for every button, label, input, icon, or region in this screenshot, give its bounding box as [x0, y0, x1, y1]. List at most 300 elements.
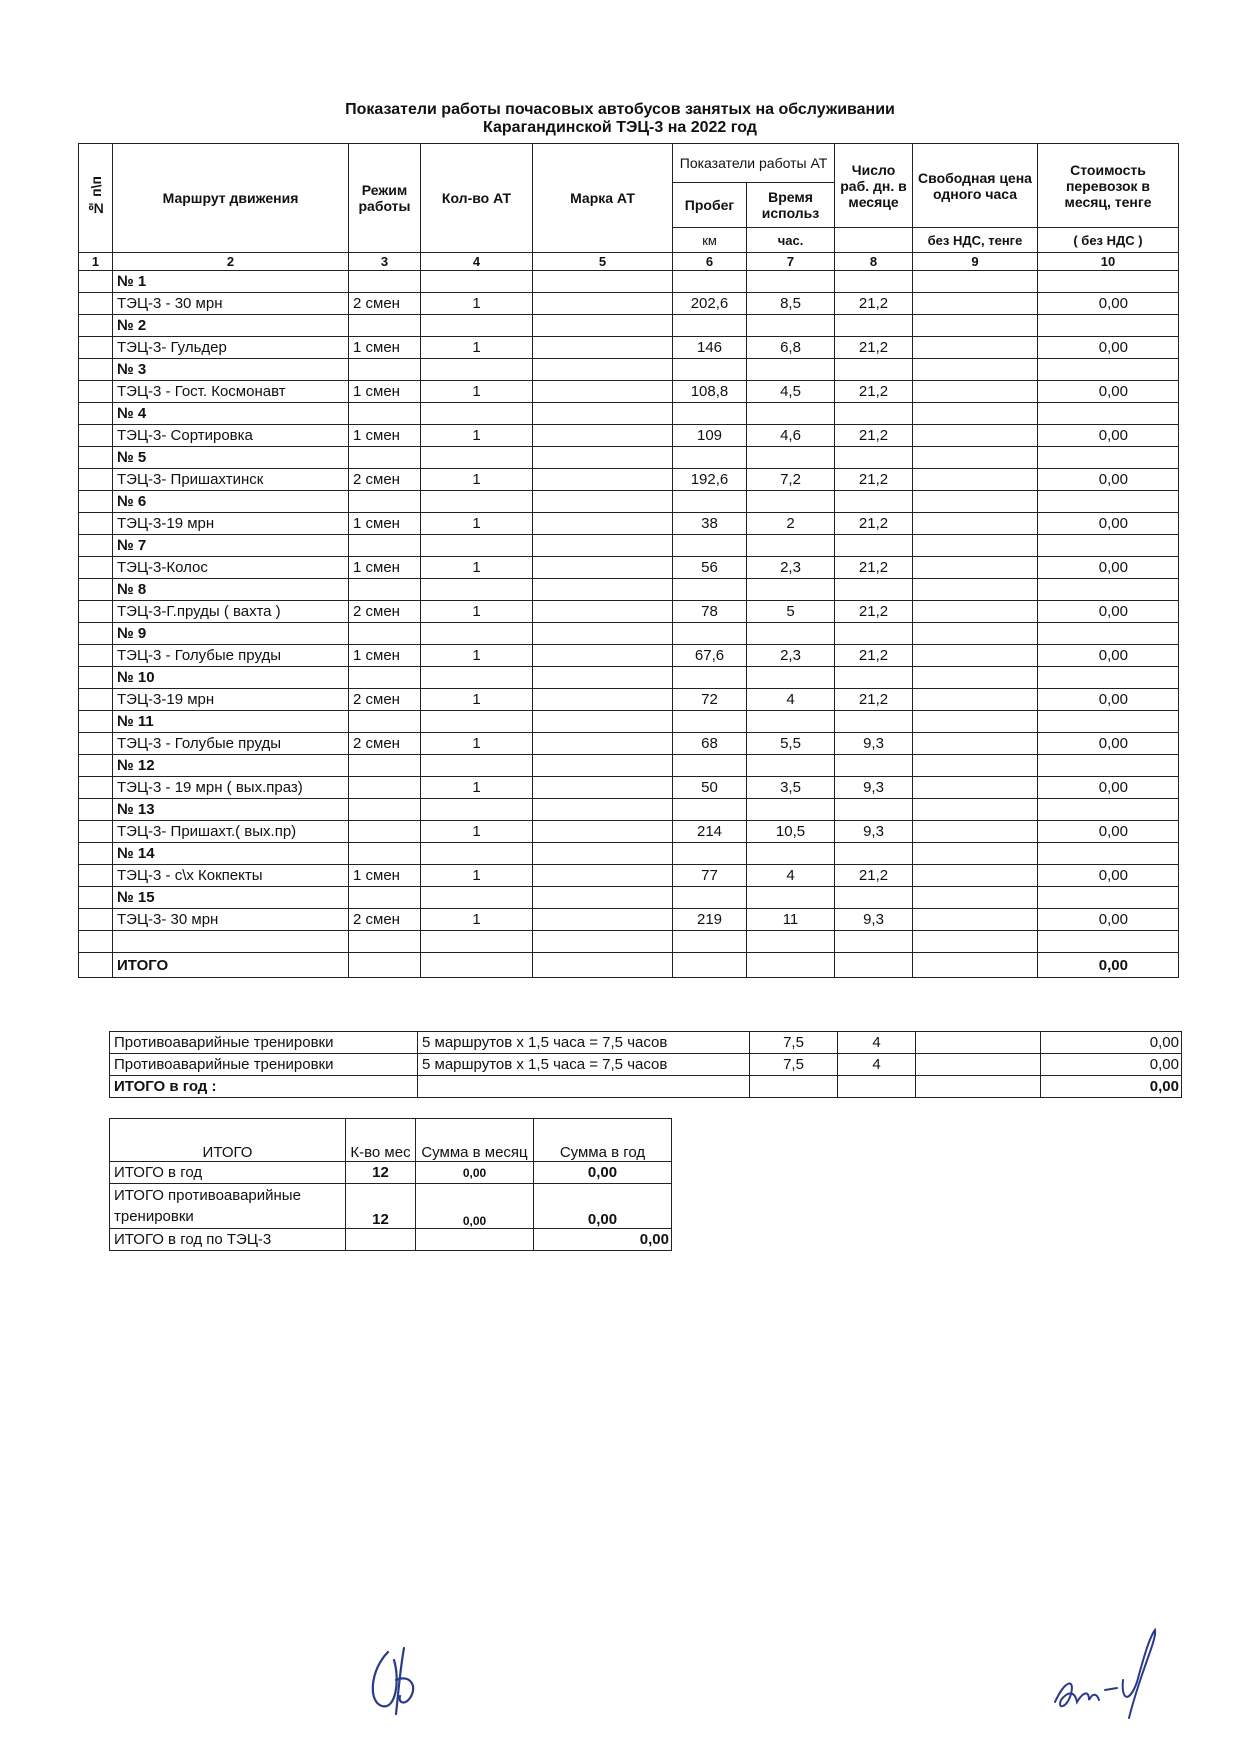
route-hours: 2,3	[747, 557, 835, 579]
cell-empty	[421, 887, 533, 909]
route-rows	[79, 271, 1179, 931]
route-mode: 1 смен	[349, 645, 421, 667]
cell-empty	[533, 623, 673, 645]
cell-empty	[421, 755, 533, 777]
route-count: 1	[421, 293, 533, 315]
route-mode: 2 смен	[349, 469, 421, 491]
cell-empty	[913, 843, 1038, 865]
route-km: 78	[673, 601, 747, 623]
route-days: 21,2	[835, 425, 913, 447]
cell-empty	[79, 315, 113, 337]
drill-desc: 5 маршрутов х 1,5 часа = 7,5 часов	[418, 1054, 750, 1076]
cell-empty	[673, 711, 747, 733]
route-days: 21,2	[835, 293, 913, 315]
route-hours: 4	[747, 865, 835, 887]
summary-head-month-sum: Сумма в месяц	[416, 1119, 534, 1162]
cell-empty	[747, 359, 835, 381]
route-number: № 10	[113, 667, 349, 689]
route-days: 21,2	[835, 557, 913, 579]
route-cost: 0,00	[1038, 821, 1179, 843]
route-name: ТЭЦ-3- Пришахт.( вых.пр)	[113, 821, 349, 843]
cell-empty	[533, 271, 673, 293]
route-days: 9,3	[835, 909, 913, 931]
cell-empty	[835, 623, 913, 645]
cell-empty	[349, 755, 421, 777]
cell-empty	[913, 667, 1038, 689]
route-hours: 3,5	[747, 777, 835, 799]
cell-empty	[1038, 667, 1179, 689]
drill-cost: 0,00	[1041, 1032, 1182, 1054]
summary-row-year-sum: 0,00	[534, 1184, 672, 1229]
route-name: ТЭЦ-3 - Гост. Космонавт	[113, 381, 349, 403]
route-days: 21,2	[835, 601, 913, 623]
route-hours: 2	[747, 513, 835, 535]
route-name: ТЭЦ-3 - Голубые пруды	[113, 733, 349, 755]
col-number: 10	[1038, 253, 1179, 271]
cell-empty	[1038, 623, 1179, 645]
route-price	[913, 689, 1038, 711]
cell-empty	[533, 403, 673, 425]
route-count: 1	[421, 337, 533, 359]
route-row	[79, 601, 1179, 623]
cell-empty	[747, 579, 835, 601]
col-header-cost: Стоимость перевозок в месяц, тенге	[1038, 144, 1179, 228]
route-km: 219	[673, 909, 747, 931]
route-name: ТЭЦ-3- Гульдер	[113, 337, 349, 359]
cell-empty	[835, 447, 913, 469]
route-cost: 0,00	[1038, 733, 1179, 755]
summary-row	[110, 1184, 672, 1229]
route-km: 68	[673, 733, 747, 755]
cell-empty	[1038, 887, 1179, 909]
cell-empty	[913, 447, 1038, 469]
col-number: 8	[835, 253, 913, 271]
col-header-count: Кол-во АТ	[421, 144, 533, 253]
cell-empty	[79, 689, 113, 711]
route-price	[913, 777, 1038, 799]
route-hours: 4	[747, 689, 835, 711]
drill-cost: 0,00	[1041, 1054, 1182, 1076]
cell-empty	[835, 315, 913, 337]
route-number: № 5	[113, 447, 349, 469]
route-cost: 0,00	[1038, 777, 1179, 799]
route-cost: 0,00	[1038, 865, 1179, 887]
cell-empty	[79, 843, 113, 865]
cell-empty	[835, 667, 913, 689]
cell-empty	[673, 843, 747, 865]
route-name: ТЭЦ-3 - Голубые пруды	[113, 645, 349, 667]
cell-empty	[79, 865, 113, 887]
cell-empty	[747, 535, 835, 557]
route-row	[79, 381, 1179, 403]
route-number: № 11	[113, 711, 349, 733]
cell-empty	[1038, 579, 1179, 601]
route-cost: 0,00	[1038, 689, 1179, 711]
cell-empty	[349, 447, 421, 469]
route-row	[79, 337, 1179, 359]
route-km: 214	[673, 821, 747, 843]
route-number: № 15	[113, 887, 349, 909]
cell-empty	[79, 337, 113, 359]
cell-empty	[913, 623, 1038, 645]
cell-empty	[673, 403, 747, 425]
route-number: № 7	[113, 535, 349, 557]
summary-final-value: 0,00	[534, 1229, 672, 1251]
signature-right	[1045, 1620, 1175, 1720]
cell-empty	[79, 359, 113, 381]
cell-empty	[747, 315, 835, 337]
summary-row	[110, 1162, 672, 1184]
cell-empty	[747, 711, 835, 733]
route-row	[79, 645, 1179, 667]
cell-empty	[421, 799, 533, 821]
cell-empty	[421, 623, 533, 645]
summary-row-label	[110, 1184, 346, 1229]
cell-empty	[913, 403, 1038, 425]
route-mode: 2 смен	[349, 601, 421, 623]
route-cost: 0,00	[1038, 293, 1179, 315]
route-name: ТЭЦ-3- Сортировка	[113, 425, 349, 447]
summary-row-months: 12	[346, 1162, 416, 1184]
route-km: 50	[673, 777, 747, 799]
summary-row-label-line1: ИТОГО противоаварийные	[114, 1187, 301, 1204]
route-price	[913, 865, 1038, 887]
route-price	[913, 821, 1038, 843]
cell-empty	[79, 733, 113, 755]
route-count: 1	[421, 557, 533, 579]
route-brand	[533, 689, 673, 711]
route-price	[913, 293, 1038, 315]
route-km: 109	[673, 425, 747, 447]
route-mode: 1 смен	[349, 513, 421, 535]
route-days: 21,2	[835, 381, 913, 403]
cell-empty	[835, 535, 913, 557]
cell-empty	[421, 447, 533, 469]
cell-empty	[349, 403, 421, 425]
route-number-row	[79, 271, 1179, 293]
cell-empty	[673, 491, 747, 513]
cell-empty	[349, 579, 421, 601]
cell-empty	[79, 403, 113, 425]
route-name: ТЭЦ-3 - с\х Кокпекты	[113, 865, 349, 887]
cell-empty	[533, 887, 673, 909]
route-days: 9,3	[835, 821, 913, 843]
col-unit-cost: ( без НДС )	[1038, 228, 1179, 253]
cell-empty	[533, 359, 673, 381]
year-total-cost: 0,00	[1041, 1076, 1182, 1098]
route-number: № 6	[113, 491, 349, 513]
route-price	[913, 557, 1038, 579]
route-mode: 1 смен	[349, 425, 421, 447]
col-header-num: № п\п	[79, 144, 113, 253]
drill-hours: 7,5	[750, 1054, 838, 1076]
cell-empty	[421, 491, 533, 513]
cell-empty	[349, 711, 421, 733]
drill-label: Противоаварийные тренировки	[110, 1054, 418, 1076]
route-number-row	[79, 403, 1179, 425]
route-km: 146	[673, 337, 747, 359]
summary-head-year-sum: Сумма в год	[534, 1119, 672, 1162]
cell-empty	[673, 667, 747, 689]
route-row	[79, 821, 1179, 843]
route-cost: 0,00	[1038, 557, 1179, 579]
cell-empty	[835, 799, 913, 821]
main-table	[78, 143, 1179, 978]
cell-empty	[1038, 403, 1179, 425]
route-number-row	[79, 623, 1179, 645]
summary-row-months: 12	[346, 1184, 416, 1229]
route-km: 108,8	[673, 381, 747, 403]
cell-empty	[747, 447, 835, 469]
route-number-row	[79, 491, 1179, 513]
route-price	[913, 425, 1038, 447]
cell-empty	[349, 799, 421, 821]
cell-empty	[835, 887, 913, 909]
route-count: 1	[421, 777, 533, 799]
route-row	[79, 865, 1179, 887]
cell-empty	[835, 271, 913, 293]
cell-empty	[913, 535, 1038, 557]
route-name: ТЭЦ-3-Колос	[113, 557, 349, 579]
cell-empty	[673, 799, 747, 821]
cell-empty	[1038, 271, 1179, 293]
route-hours: 6,8	[747, 337, 835, 359]
col-unit-days	[835, 228, 913, 253]
total-row	[79, 953, 1179, 978]
cell-empty	[421, 403, 533, 425]
route-km: 72	[673, 689, 747, 711]
cell-empty	[79, 755, 113, 777]
cell-empty	[79, 909, 113, 931]
cell-empty	[533, 667, 673, 689]
col-number: 4	[421, 253, 533, 271]
cell-empty	[79, 601, 113, 623]
route-days: 9,3	[835, 777, 913, 799]
cell-empty	[913, 359, 1038, 381]
cell-empty	[533, 843, 673, 865]
col-header-time: Время использ	[747, 183, 835, 228]
route-brand	[533, 293, 673, 315]
route-km: 38	[673, 513, 747, 535]
cell-empty	[835, 843, 913, 865]
route-price	[913, 513, 1038, 535]
summary-table	[109, 1118, 672, 1251]
cell-empty	[673, 755, 747, 777]
route-count: 1	[421, 865, 533, 887]
cell-empty	[1038, 755, 1179, 777]
route-price	[913, 337, 1038, 359]
route-count: 1	[421, 821, 533, 843]
cell-empty	[79, 513, 113, 535]
route-row	[79, 513, 1179, 535]
signature-left	[360, 1640, 430, 1720]
drill-hours: 7,5	[750, 1032, 838, 1054]
route-mode: 1 смен	[349, 337, 421, 359]
cell-empty	[421, 359, 533, 381]
col-header-indicators: Показатели работы АТ	[673, 144, 835, 183]
cell-empty	[673, 359, 747, 381]
route-hours: 4,6	[747, 425, 835, 447]
route-number-row	[79, 447, 1179, 469]
cell-empty	[79, 645, 113, 667]
cell-empty	[747, 403, 835, 425]
cell-empty	[673, 623, 747, 645]
route-row	[79, 557, 1179, 579]
cell-empty	[747, 799, 835, 821]
year-total-row	[110, 1076, 1182, 1098]
summary-final-row	[110, 1229, 672, 1251]
route-row	[79, 909, 1179, 931]
cell-empty	[673, 535, 747, 557]
route-days: 21,2	[835, 645, 913, 667]
cell-empty	[79, 381, 113, 403]
cell-empty	[79, 799, 113, 821]
cell-empty	[79, 271, 113, 293]
cell-empty	[835, 491, 913, 513]
cell-empty	[913, 271, 1038, 293]
spacer-row	[79, 931, 1179, 953]
col-number: 6	[673, 253, 747, 271]
drill-label: Противоаварийные тренировки	[110, 1032, 418, 1054]
route-number-row	[79, 535, 1179, 557]
route-mode: 2 смен	[349, 909, 421, 931]
route-number-row	[79, 887, 1179, 909]
route-brand	[533, 645, 673, 667]
route-brand	[533, 733, 673, 755]
cell-empty	[1038, 315, 1179, 337]
route-mode: 2 смен	[349, 689, 421, 711]
cell-empty	[79, 623, 113, 645]
cell-empty	[913, 799, 1038, 821]
cell-empty	[79, 293, 113, 315]
cell-empty	[673, 447, 747, 469]
cell-empty	[533, 535, 673, 557]
col-number: 1	[79, 253, 113, 271]
cell-empty	[79, 821, 113, 843]
cell-empty	[349, 359, 421, 381]
cell-empty	[421, 667, 533, 689]
cell-empty	[533, 315, 673, 337]
route-cost: 0,00	[1038, 381, 1179, 403]
cell-empty	[673, 887, 747, 909]
route-km: 202,6	[673, 293, 747, 315]
cell-empty	[913, 711, 1038, 733]
col-unit-mileage: км	[673, 228, 747, 253]
cell-empty	[673, 271, 747, 293]
cell-empty	[673, 315, 747, 337]
cell-empty	[747, 271, 835, 293]
cell-empty	[349, 271, 421, 293]
route-cost: 0,00	[1038, 909, 1179, 931]
route-brand	[533, 381, 673, 403]
col-header-mode: Режим работы	[349, 144, 421, 253]
route-hours: 7,2	[747, 469, 835, 491]
route-number-row	[79, 799, 1179, 821]
cell-empty	[79, 425, 113, 447]
route-km: 192,6	[673, 469, 747, 491]
route-mode: 1 смен	[349, 557, 421, 579]
cell-empty	[421, 315, 533, 337]
route-count: 1	[421, 733, 533, 755]
cell-empty	[349, 315, 421, 337]
cell-empty	[747, 887, 835, 909]
route-brand	[533, 821, 673, 843]
cell-empty	[747, 623, 835, 645]
route-km: 56	[673, 557, 747, 579]
route-days: 9,3	[835, 733, 913, 755]
cell-empty	[835, 403, 913, 425]
route-count: 1	[421, 689, 533, 711]
route-number: № 14	[113, 843, 349, 865]
col-number: 5	[533, 253, 673, 271]
cell-empty	[533, 447, 673, 469]
cell-empty	[913, 579, 1038, 601]
cell-empty	[673, 579, 747, 601]
route-brand	[533, 601, 673, 623]
cell-empty	[533, 579, 673, 601]
col-unit-price: без НДС, тенге	[913, 228, 1038, 253]
cell-empty	[533, 755, 673, 777]
cell-empty	[79, 469, 113, 491]
route-brand	[533, 865, 673, 887]
route-hours: 8,5	[747, 293, 835, 315]
route-mode: 2 смен	[349, 733, 421, 755]
route-number: № 9	[113, 623, 349, 645]
cell-empty	[913, 315, 1038, 337]
route-hours: 4,5	[747, 381, 835, 403]
route-mode: 1 смен	[349, 865, 421, 887]
route-count: 1	[421, 381, 533, 403]
cell-empty	[747, 491, 835, 513]
route-count: 1	[421, 645, 533, 667]
col-unit-time: час.	[747, 228, 835, 253]
route-price	[913, 469, 1038, 491]
route-brand	[533, 777, 673, 799]
route-row	[79, 469, 1179, 491]
route-price	[913, 381, 1038, 403]
total-label: ИТОГО	[113, 953, 349, 978]
route-mode: 1 смен	[349, 381, 421, 403]
cell-empty	[79, 711, 113, 733]
cell-empty	[747, 843, 835, 865]
cell-empty	[1038, 799, 1179, 821]
route-row	[79, 733, 1179, 755]
route-hours: 2,3	[747, 645, 835, 667]
route-price	[913, 601, 1038, 623]
summary-row-month-sum: 0,00	[416, 1162, 534, 1184]
cell-empty	[533, 491, 673, 513]
route-number-row	[79, 843, 1179, 865]
cell-empty	[1038, 491, 1179, 513]
route-number: № 1	[113, 271, 349, 293]
col-number: 9	[913, 253, 1038, 271]
cell-empty	[1038, 447, 1179, 469]
summary-row-label-line2: тренировки	[114, 1208, 194, 1225]
route-number-row	[79, 579, 1179, 601]
route-price	[913, 645, 1038, 667]
route-days: 21,2	[835, 337, 913, 359]
route-hours: 10,5	[747, 821, 835, 843]
route-brand	[533, 337, 673, 359]
year-total-label: ИТОГО в год :	[110, 1076, 418, 1098]
drill-row	[110, 1032, 1182, 1054]
drill-row	[110, 1054, 1182, 1076]
route-name: ТЭЦ-3- Пришахтинск	[113, 469, 349, 491]
drills-table	[109, 1031, 1182, 1098]
route-mode	[349, 777, 421, 799]
summary-row-month-sum: 0,00	[416, 1184, 534, 1229]
cell-empty	[747, 667, 835, 689]
